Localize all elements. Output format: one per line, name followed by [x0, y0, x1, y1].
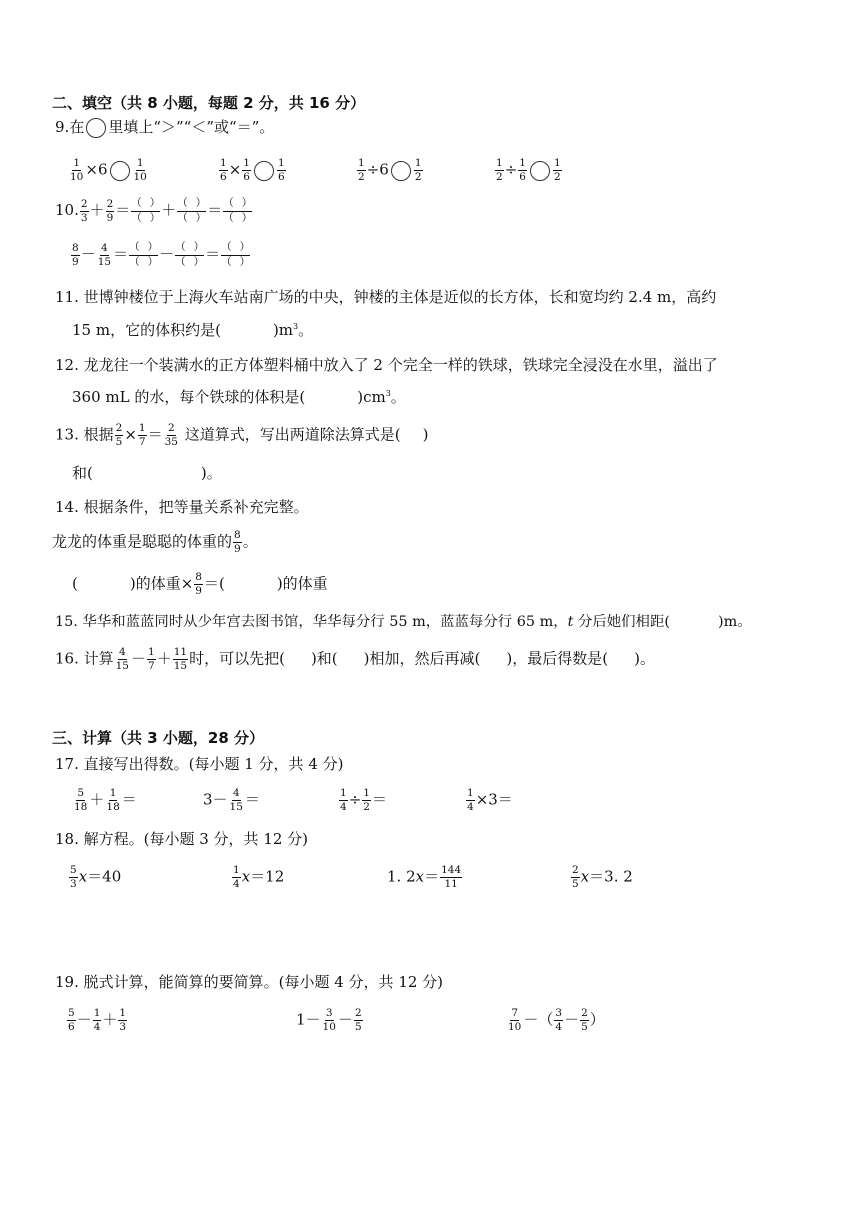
fraction: $\frac{2}{35}$ [164, 422, 178, 449]
blank-fraction[interactable]: （ ） （ ） [129, 241, 159, 268]
question-11-line-2: 15 m，它的体积约是( )$m^3$。 [72, 321, 314, 339]
question-number: 10. [55, 201, 79, 220]
fraction: $\frac{1}{2}$ [553, 157, 561, 184]
fraction: $\frac{4}{15}$ [229, 787, 243, 814]
section-3-title: 三、计算（共 3 小题，28 分） [52, 729, 264, 747]
question-11-line-1: 11. 世博钟楼位于上海火车站南广场的中央，钟楼的主体是近似的长方体，长和宽均约 2.4 m，高约 [55, 288, 717, 306]
fraction: $\frac{1}{18}$ [106, 787, 120, 814]
question-16: 16. 计算 $\frac{4}{15}$ － $\frac{1}{7}$ ＋ $\frac{11}{15}$ 时，可以先把( )和( )相加，然后再减( )，最后得数是( )。 [55, 646, 655, 673]
fraction: $\frac{1}{4}$ [233, 864, 240, 891]
fraction: $\frac{4}{15}$ [97, 241, 112, 268]
fraction: $\frac{1}{2}$ [496, 157, 503, 184]
q17-item-d: $\frac{1}{4}$ ×3＝ [467, 787, 513, 814]
fraction: $\frac{3}{10}$ [322, 1007, 336, 1034]
q17-item-b: 3－ $\frac{4}{15}$ ＝ [203, 787, 260, 814]
blank-fraction[interactable]: （ ） （ ） [177, 197, 207, 224]
fraction: $\frac{1}{4}$ [340, 787, 347, 814]
q19-item-b: 1－ $\frac{3}{10}$ － $\frac{2}{5}$ [296, 1007, 362, 1034]
q18-item-a: $\frac{5}{3}$ x＝40 [70, 864, 122, 891]
q9-expr-4: $\frac{1}{2}$ ÷ $\frac{1}{6}$ $\frac{1}{2}$ [496, 157, 561, 184]
question-text: 在 [69, 118, 85, 136]
blank-fraction[interactable]: （ ） （ ） [131, 197, 161, 224]
question-15: 15. 华华和蓝蓝同时从少年宫去图书馆，华华每分行 55 m，蓝蓝每分行 65 m，t 分后她们相距( )m。 [55, 614, 752, 630]
q18-item-c: 1. 2x＝ $\frac{144}{11}$ [387, 864, 462, 891]
fraction: $\frac{3}{4}$ [555, 1007, 563, 1034]
compare-circle[interactable] [391, 161, 411, 181]
q17-item-c: $\frac{1}{4}$ ÷ $\frac{1}{2}$ ＝ [340, 787, 387, 814]
fraction: $\frac{2}{5}$ [581, 1007, 588, 1034]
fraction: $\frac{144}{11}$ [441, 864, 462, 891]
fraction: $\frac{1}{6}$ [519, 157, 526, 184]
q9-expr-3: $\frac{1}{2}$ ÷6 $\frac{1}{2}$ [358, 157, 422, 184]
question-10-line-1: 10. $\frac{2}{3}$ ＋ $\frac{2}{9}$ ＝ （ ） （ ） ＋ （ ） （ ） ＝ （ ） （ ） [55, 197, 253, 224]
fraction: $\frac{2}{5}$ [354, 1007, 362, 1034]
fraction: $\frac{1}{7}$ [148, 646, 155, 673]
question-13-line-2: 和( )。 [72, 464, 222, 482]
question-13-line-1: 13. 根据 $\frac{2}{5}$ × $\frac{1}{7}$ ＝ $\frac{2}{35}$ 这道算式，写出两道除法算式是( ) [55, 422, 429, 449]
fraction: $\frac{1}{6}$ [243, 157, 250, 184]
question-text: 里填上“＞”“＜”或“＝”。 [108, 118, 275, 136]
q18-item-b: $\frac{1}{4}$ x＝12 [233, 864, 285, 891]
question-14-line-2: 龙龙的体重是聪聪的体重的 $\frac{8}{9}$ 。 [52, 529, 258, 556]
q17-item-a: $\frac{5}{18}$ ＋ $\frac{1}{18}$ ＝ [74, 787, 137, 814]
question-17-title: 17. 直接写出得数。(每小题 1 分，共 4 分) [55, 755, 344, 773]
compare-circle[interactable] [86, 118, 106, 138]
fraction: $\frac{5}{3}$ [70, 864, 77, 891]
fraction: $\frac{2}{9}$ [106, 197, 114, 224]
fraction: $\frac{2}{3}$ [80, 197, 88, 224]
fraction: $\frac{1}{7}$ [138, 422, 146, 449]
fraction: $\frac{1}{10}$ [70, 157, 84, 184]
compare-circle[interactable] [110, 161, 130, 181]
q19-item-a: $\frac{5}{6}$ － $\frac{1}{4}$ ＋ $\frac{1}{3}$ [68, 1007, 127, 1034]
fraction: $\frac{1}{10}$ [133, 157, 147, 184]
fraction: $\frac{2}{5}$ [572, 864, 579, 891]
question-10-line-2: $\frac{8}{9}$ － $\frac{4}{15}$ ＝ （ ） （ ） － （ ） （ ） ＝ （ ） （ ） [72, 241, 251, 268]
question-14-line-1: 14. 根据条件，把等量关系补充完整。 [55, 498, 309, 516]
compare-circle[interactable] [254, 161, 274, 181]
fraction: $\frac{5}{6}$ [68, 1007, 75, 1034]
question-14-line-3: ( )的体重× $\frac{8}{9}$ ＝( )的体重 [72, 571, 328, 598]
q9-expr-1: $\frac{1}{10}$ ×6 $\frac{1}{10}$ [70, 157, 147, 184]
q19-item-c: $\frac{7}{10}$ －（ $\frac{3}{4}$ － $\frac{2}{5}$ ） [508, 1007, 605, 1034]
fraction: $\frac{8}{9}$ [234, 529, 241, 556]
compare-circle[interactable] [530, 161, 550, 181]
fraction: $\frac{7}{10}$ [508, 1007, 522, 1034]
fraction: $\frac{8}{9}$ [72, 241, 79, 268]
fraction: $\frac{1}{4}$ [93, 1007, 101, 1034]
fraction: $\frac{1}{6}$ [220, 157, 227, 184]
fraction: $\frac{1}{2}$ [358, 157, 365, 184]
question-number: 9. [55, 118, 70, 136]
section-2-title: 二、填空（共 8 小题，每题 2 分，共 16 分） [52, 94, 366, 112]
q18-item-d: $\frac{2}{5}$ x＝3. 2 [572, 864, 633, 891]
blank-fraction[interactable]: （ ） （ ） [223, 197, 253, 224]
fraction: $\frac{5}{18}$ [74, 787, 88, 814]
fraction: $\frac{1}{3}$ [119, 1007, 127, 1034]
blank-fraction[interactable]: （ ） （ ） [175, 241, 205, 268]
question-9 [55, 118, 274, 138]
fraction: $\frac{2}{5}$ [115, 422, 123, 449]
blank-fraction[interactable]: （ ） （ ） [221, 241, 251, 268]
fraction: $\frac{11}{15}$ [173, 646, 188, 673]
q9-expr-2: $\frac{1}{6}$ × $\frac{1}{6}$ $\frac{1}{6}$ [220, 157, 285, 184]
question-12-line-1: 12. 龙龙往一个装满水的正方体塑料桶中放入了 2 个完全一样的铁球，铁球完全浸没在水里，溢出了 [55, 356, 718, 374]
fraction: $\frac{1}{6}$ [277, 157, 285, 184]
fraction: $\frac{1}{2}$ [363, 787, 370, 814]
fraction: $\frac{1}{2}$ [414, 157, 422, 184]
fraction: $\frac{1}{4}$ [467, 787, 474, 814]
question-12-line-2: 360 mL 的水，每个铁球的体积是( )$cm^3$。 [72, 388, 406, 406]
fraction: $\frac{8}{9}$ [195, 571, 202, 598]
question-19-title: 19. 脱式计算，能简算的要简算。(每小题 4 分，共 12 分) [55, 973, 444, 991]
fraction: $\frac{4}{15}$ [115, 646, 129, 673]
question-18-title: 18. 解方程。(每小题 3 分，共 12 分) [55, 830, 309, 848]
